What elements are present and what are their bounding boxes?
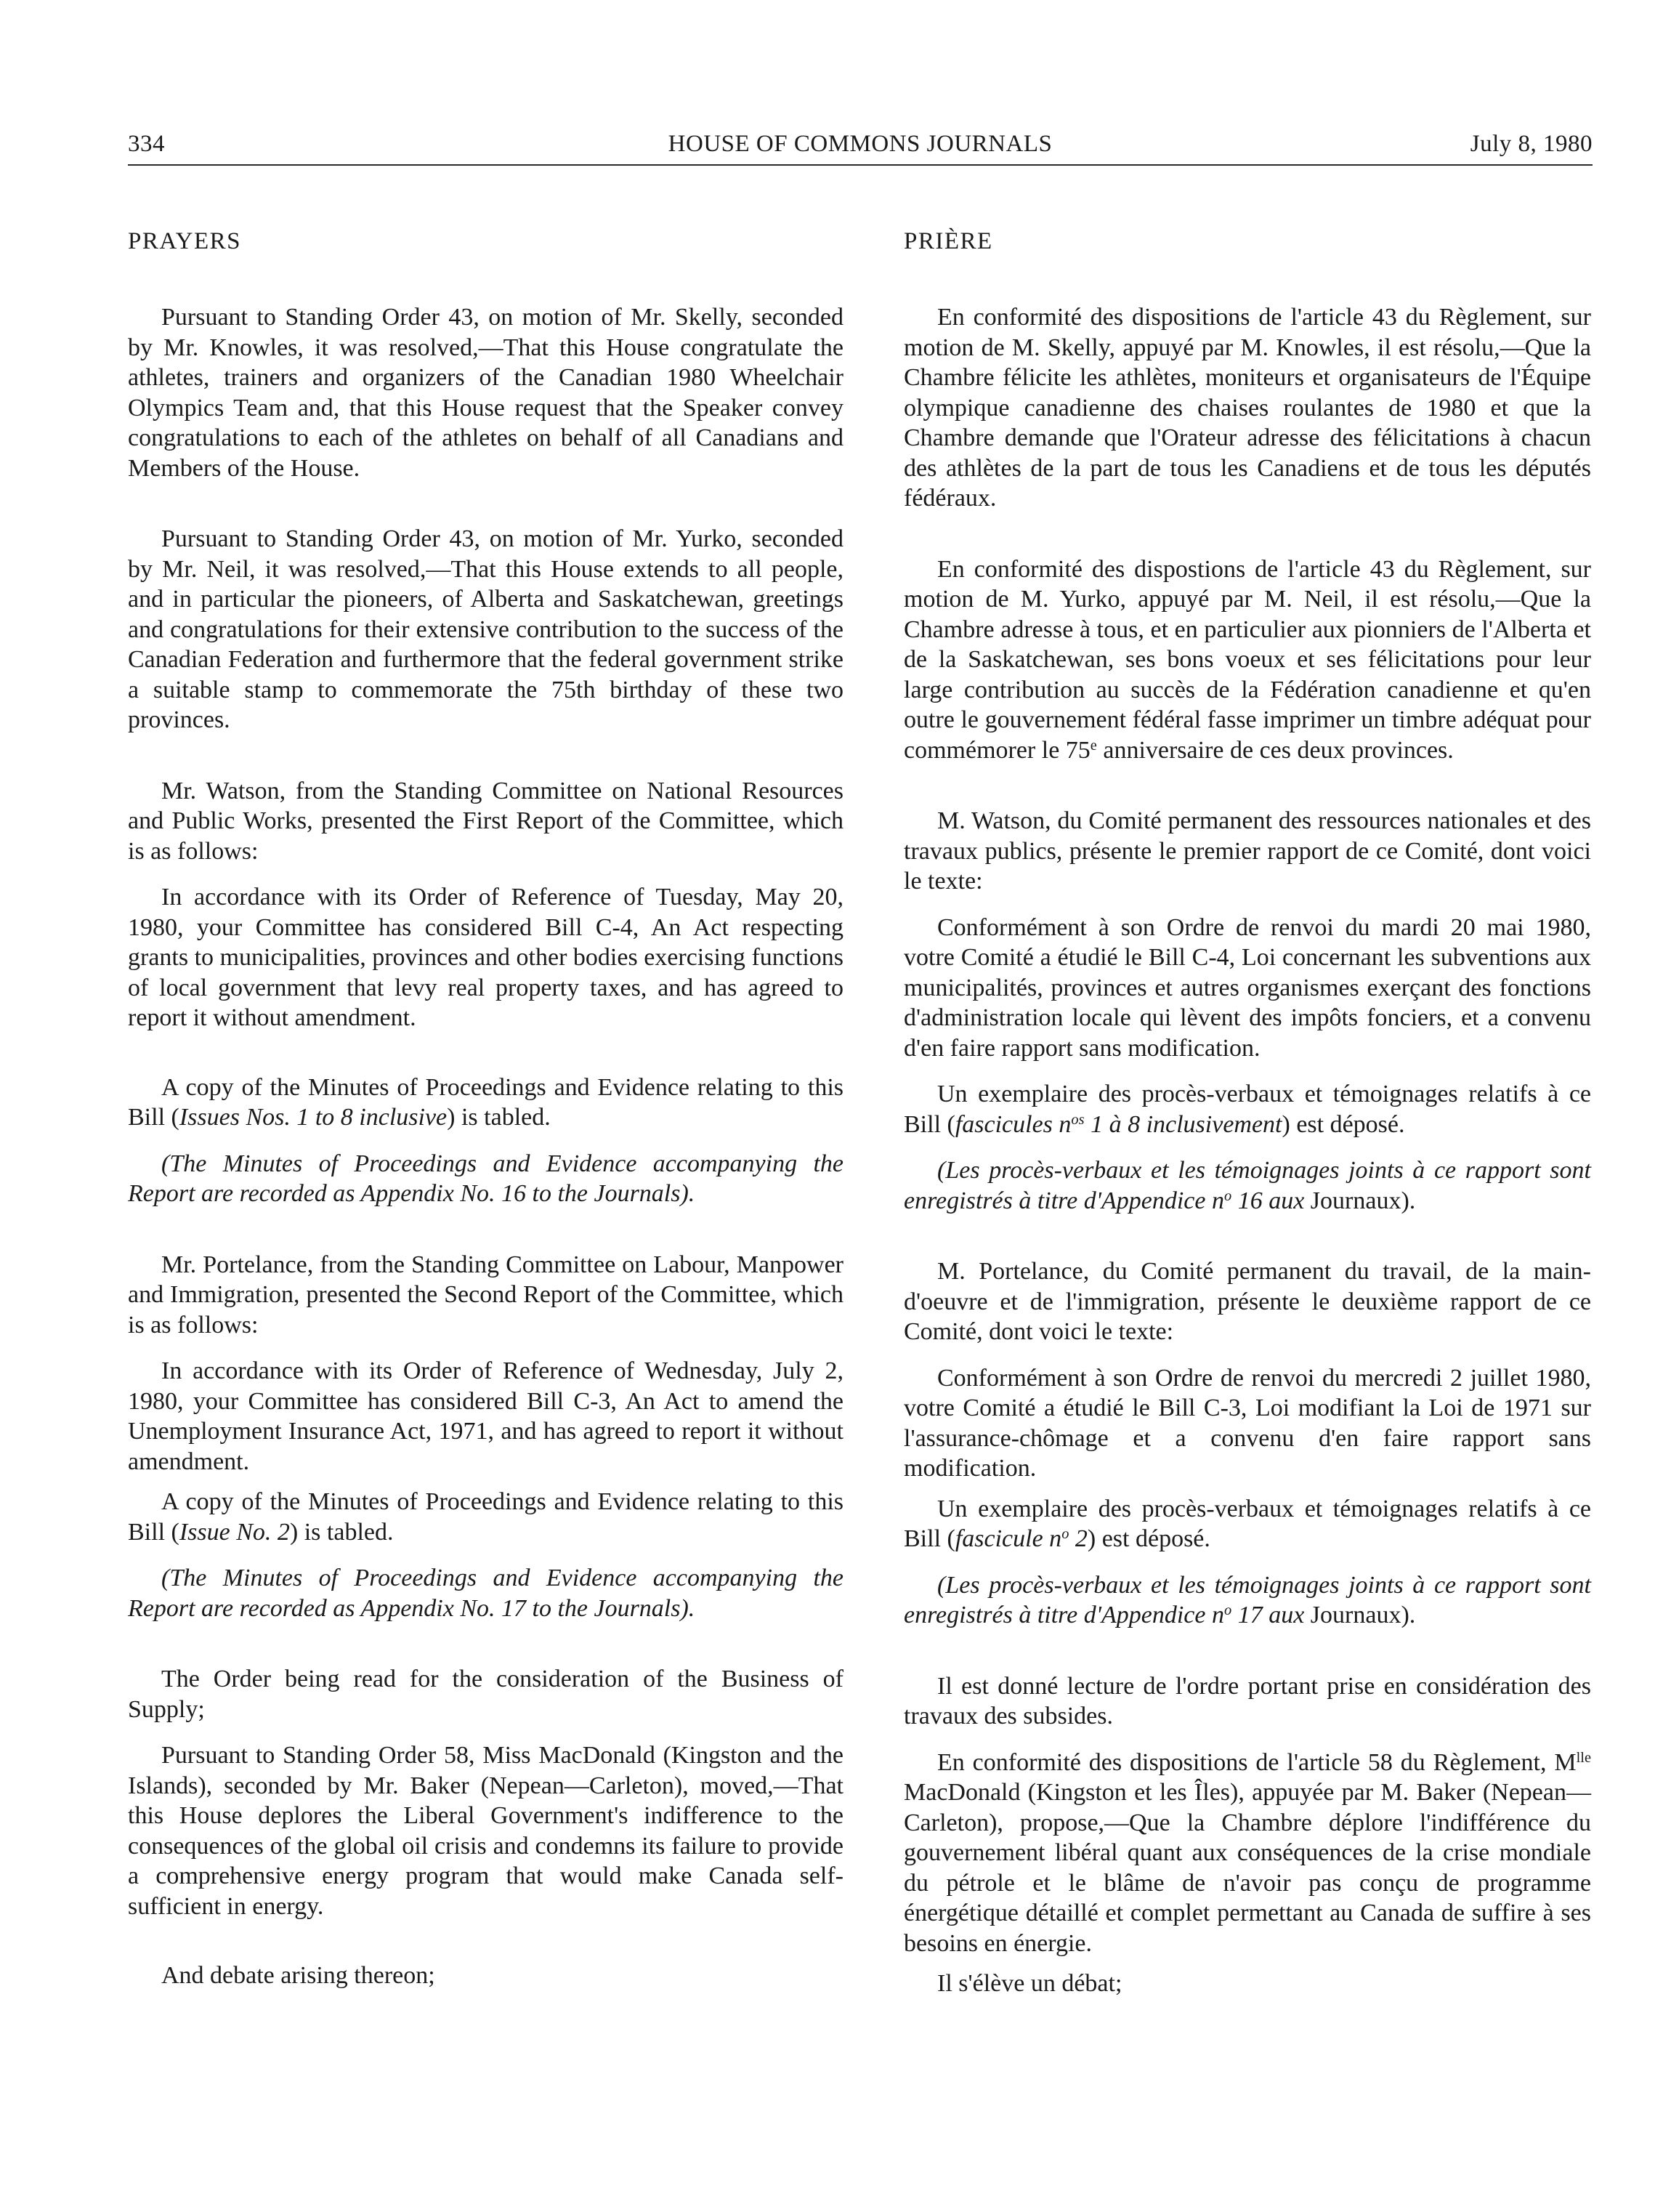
portelance-report-intro: Mr. Portelance, from the Standing Committee on Labour, Manpower and Immigration, presented the Second Report of the Committee, which is as follows: (128, 1251, 843, 1339)
bill-c4-copy-tabled: A copy of the Minutes of Proceedings and Evidence relating to this Bill (Issues Nos. 1 to 8 inclusive) is tabled. (128, 1073, 843, 1131)
english-heading: PRAYERS (128, 228, 242, 254)
bill-c3-appendix-note-fr: (Les procès-verbaux et les témoignages joints à ce rapport sont enregistrés à titre d'Appendice $n^o$ 17 aux Journaux). (904, 1571, 1591, 1628)
provinces-motion: Pursuant to Standing Order 43, on motion of Mr. Yurko, seconded by Mr. Neil, it was resolved,—That this House extends to all people, and in particular the pioneers, of Alberta and Saskatchewan, greetings and congratulations for their extensive contribution to the success of the Canadian Federation and furthermore that the federal government strike a suitable stamp to commemorate the 75th birthday of these two provinces. (128, 525, 843, 733)
journal-title: HOUSE OF COMMONS JOURNALS (668, 131, 1053, 157)
bill-c4-report: In accordance with its Order of Reference of Tuesday, May 20, 1980, your Committee has considered Bill C-4, An Act respecting grants to municipalities, provinces and other bodies exercising functions of local government that levy real property taxes, and has agreed to report it without amendment. (128, 884, 843, 1031)
journal-date: July 8, 1980 (1470, 131, 1593, 157)
watson-report-intro-fr: M. Watson, du Comité permanent des ressources nationales et des travaux publics, présente le premier rapport de ce Comité, dont voici le texte: (904, 807, 1591, 895)
bill-c3-report-fr: Conformément à son Ordre de renvoi du mercredi 2 juillet 1980, votre Comité a étudié le Bill C-3, Loi modifiant la Loi de 1971 sur l'assurance-chômage et a convenu d'en faire rapport sans modification. (904, 1364, 1591, 1482)
bill-c3-report: In accordance with its Order of Reference of Wednesday, July 2, 1980, your Committee has considered Bill C-3, An Act to amend the Unemployment Insurance Act, 1971, and has agreed to report it without amendment. (128, 1357, 843, 1475)
supply-order-fr: Il est donné lecture de l'ordre portant prise en considération des travaux des subsides. (904, 1672, 1591, 1729)
wheelchair-motion-fr: En conformité des dispositions de l'article 43 du Règlement, sur motion de M. Skelly, appuyé par M. Knowles, il est résolu,—Que la Chambre félicite les athlètes, moniteurs et organisateurs de l'Équipe olympique canadienne des chaises roulantes de 1980 et que la Chambre demande que l'Orateur adresse des félicitations à chacun des athlètes de la part de tous les Canadiens et de tous les députés fédéraux. (904, 304, 1591, 512)
watson-report-intro: Mr. Watson, from the Standing Committee on National Resources and Public Works, presented the First Report of the Committee, which is as follows: (128, 777, 843, 865)
portelance-report-intro-fr: M. Portelance, du Comité permanent du travail, de la main-d'oeuvre et de l'immigration, présente le deuxième rapport de ce Comité, dont voici le texte: (904, 1258, 1591, 1345)
bill-c4-appendix-note-fr: (Les procès-verbaux et les témoignages joints à ce rapport sont enregistrés à titre d'Appendice $n^o$ 16 aux Journaux). (904, 1157, 1591, 1214)
bill-c3-appendix-note: (The Minutes of Proceedings and Evidence accompanying the Report are recorded as Appendix No. 17 to the Journals). (128, 1565, 843, 1622)
bill-c3-copy-tabled: A copy of the Minutes of Proceedings and Evidence relating to this Bill (Issue No. 2) is tabled. (128, 1488, 843, 1546)
french-heading: PRIÈRE (904, 228, 993, 254)
bill-c4-copy-tabled-fr: Un exemplaire des procès-verbaux et témoignages relatifs à ce Bill (fascicules $n^{os}$ 1 à 8 inclusivement) est déposé. (904, 1081, 1591, 1138)
french-column (904, 166, 1591, 1999)
running-header (128, 124, 1593, 166)
wheelchair-motion: Pursuant to Standing Order 43, on motion of Mr. Skelly, seconded by Mr. Knowles, it was resolved,—That this House congratulate the athletes, trainers and organizers of the Canadian 1980 Wheelchair Olympics Team and, that this House request that the Speaker convey congratulations to each of the athletes on behalf of all Canadians and Members of the House. (128, 304, 843, 482)
bill-c4-report-fr: Conformément à son Ordre de renvoi du mardi 20 mai 1980, votre Comité a étudié le Bill C-4, Loi concernant les subventions aux municipalités, provinces et autres organismes exerçant des fonctions d'administration locale qui lèvent des impôts fonciers, et a convenu d'en faire rapport sans modification. (904, 913, 1591, 1062)
provinces-motion-fr: En conformité des dispostions de l'article 43 du Règlement, sur motion de M. Yurko, appuyé par M. Neil, il est résolu,—Que la Chambre adresse à tous, et en particulier aux pionniers de l'Alberta et de la Saskatchewan, ses bons voeux et ses félicitations pour leur large contribution au succès de la Fédération canadienne et qu'en outre le gouvernement fédéral fasse imprimer un timbre adéquat pour commémorer le 75e anniversaire de ces deux provinces. (904, 555, 1591, 764)
supply-motion-fr: En conformité des dispositions de l'article 58 du Règlement, $M^{lle}$ MacDonald (Kingston et les Îles), appuyée par M. Baker (Nepean—Carleton), propose,—Que la Chambre déplore l'indifférence du gouvernement libéral quant aux conséquences de la crise mondiale du pétrole et le blâme de n'avoir pas conçu de programme énergétique détaillé et complet permettant au Canada de suffire à ses besoins en énergie. (904, 1748, 1591, 1957)
bill-c4-appendix-note: (The Minutes of Proceedings and Evidence accompanying the Report are recorded as Appendix No. 16 to the Journals). (128, 1150, 843, 1207)
supply-order: The Order being read for the consideration of the Business of Supply; (128, 1666, 843, 1723)
debate-line: And debate arising thereon; (161, 1962, 435, 1989)
page-number: 334 (128, 131, 165, 157)
english-column (128, 166, 843, 1991)
bill-c3-copy-tabled-fr: Un exemplaire des procès-verbaux et témoignages relatifs à ce Bill (fascicule $n^o$ 2) est déposé. (904, 1495, 1591, 1552)
debate-line-fr: Il s'élève un débat; (937, 1970, 1122, 1997)
supply-motion: Pursuant to Standing Order 58, Miss MacDonald (Kingston and the Islands), seconded by Mr. Baker (Nepean—Carleton), moved,—That this House deplores the Liberal Government's indifference to the consequences of the global oil crisis and condemns its failure to provide a comprehensive energy program that would make Canada self-sufficient in energy. (128, 1742, 843, 1920)
